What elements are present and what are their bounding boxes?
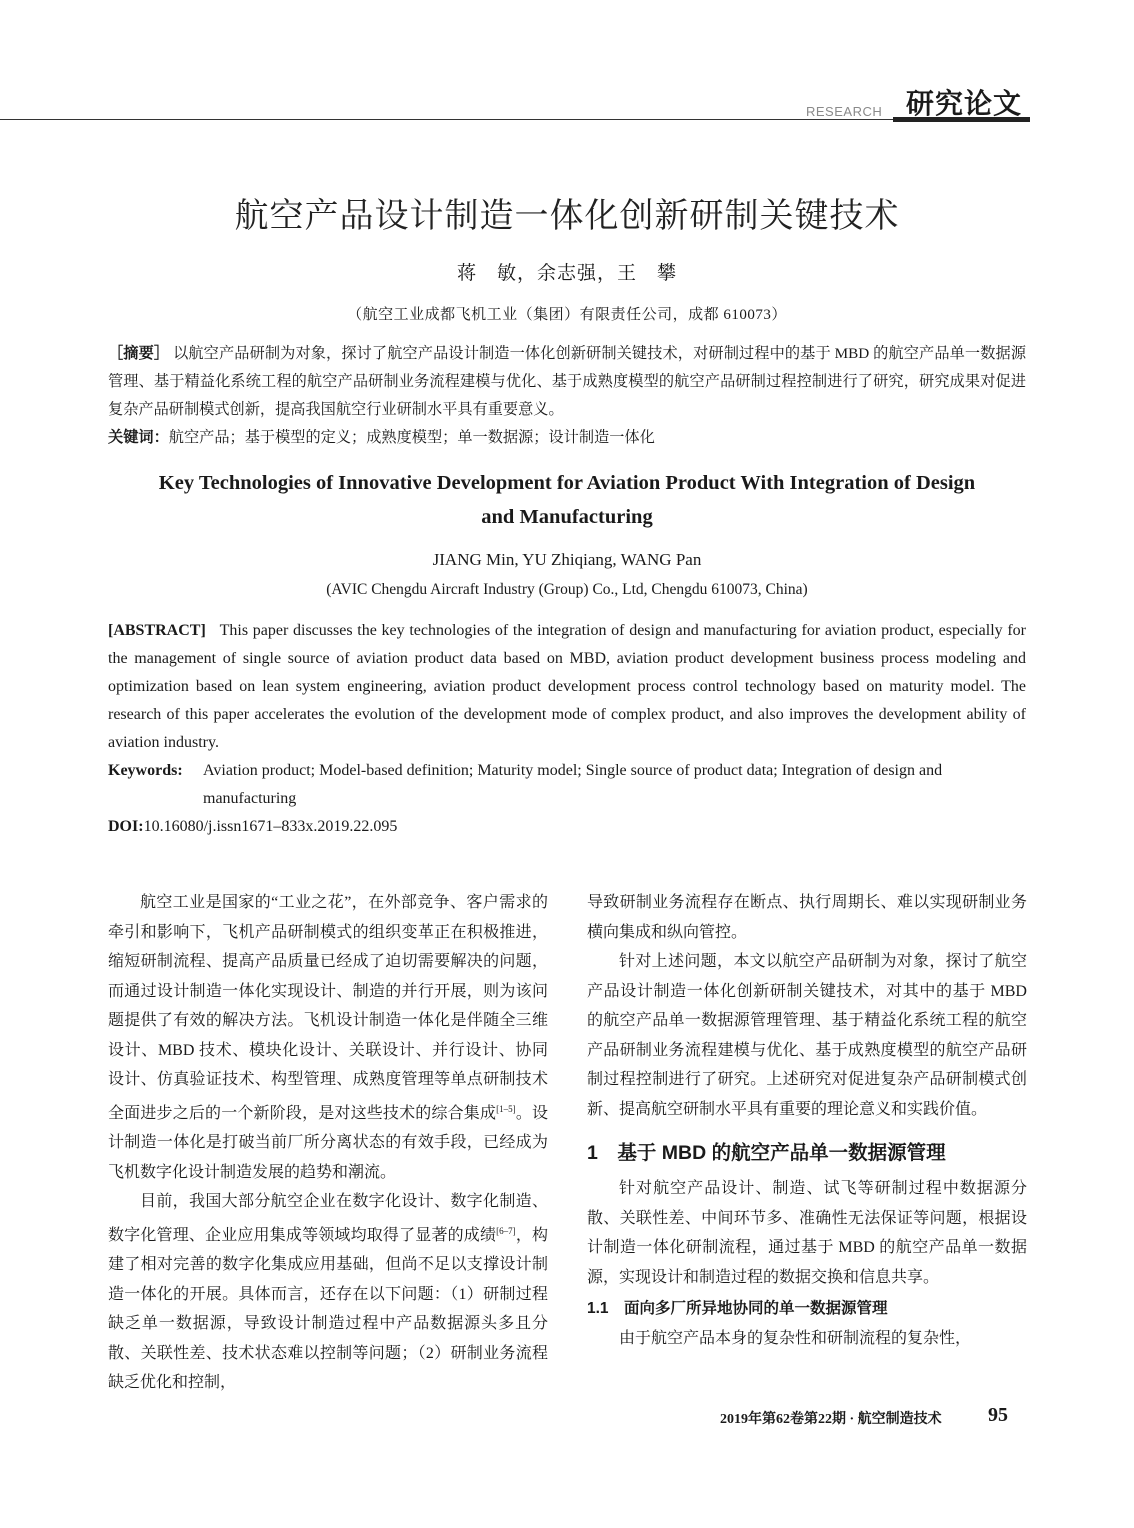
section-label-cn: 研究论文 xyxy=(906,89,1023,120)
affiliation-cn: （航空工业成都飞机工业（集团）有限责任公司，成都 610073） xyxy=(347,307,787,323)
keywords-cn-text: 航空产品；基于模型的定义；成熟度模型；单一数据源；设计制造一体化 xyxy=(168,429,655,446)
body-column-right xyxy=(587,888,1027,1354)
body-paragraph: 由于航空产品本身的复杂性和研制流程的复杂性， xyxy=(619,1330,972,1347)
keywords-cn-label: 关键词： xyxy=(108,429,169,446)
doi xyxy=(108,813,397,841)
abstract-en xyxy=(108,617,1026,757)
doi-value: 10.16080/j.issn1671–833x.2019.22.095 xyxy=(143,818,398,835)
body-paragraph: 针对上述问题，本文以航空产品研制为对象，探讨了航空产品设计制造一体化创新研制关键技术，对其中的基于 MBD 的航空产品单一数据源管理管理、基于精益化系统工程的航空产品研制业务流程建模与优化、基于成熟度模型的航空产品研制过程控制进行了研究。上述研究对促进复杂产品研制模式创新、提高航空研制水平具有重要的理论意义和实践价值。 xyxy=(587,953,1027,1118)
keywords-en xyxy=(108,757,1028,813)
body-paragraph: 导致研制业务流程存在断点、执行周期长、难以实现研制业务横向集成和纵向管控。 xyxy=(587,894,1027,941)
body-paragraph: 针对航空产品设计、制造、试飞等研制过程中数据源分散、关联性差、中间环节多、准确性无法保证等问题，根据设计制造一体化研制流程，通过基于 MBD 的航空产品单一数据源，实现设计和制造过程的数据交换和信息共享。 xyxy=(587,1180,1027,1286)
paper-title-cn: 航空产品设计制造一体化创新研制关键技术 xyxy=(234,197,900,235)
doi-label: DOI: xyxy=(108,818,144,835)
abstract-cn-label: ［摘要］ xyxy=(108,345,170,362)
keywords-en-text: Aviation product; Model-based definition; Maturity model; Single source of product data; Integration of design and manufacturing xyxy=(203,762,943,807)
authors-en: JIANG Min, YU Zhiqiang, WANG Pan xyxy=(432,550,702,569)
keywords-cn xyxy=(108,424,1026,452)
journal-footer: 2019年第62卷第22期 · 航空制造技术 xyxy=(720,1412,942,1427)
keywords-en-label: Keywords: xyxy=(108,762,183,779)
abstract-cn-text: 以航空产品研制为对象，探讨了航空产品设计制造一体化创新研制关键技术，对研制过程中的基于 MBD 的航空产品单一数据源管理、基于精益化系统工程的航空产品研制业务流程建模与优化、基于成熟度模型的航空产品研制过程控制进行了研究，研究成果对促进复杂产品研制模式创新，提高我国航空行业研制水平具有重要意义。 xyxy=(108,345,1027,418)
body-paragraph: 目前，我国大部分航空企业在数字化设计、数字化制造、数字化管理、企业应用集成等领域均取得了显著的成绩[6–7]，构建了相对完善的数字化集成应用基础，但尚不足以支撑设计制造一体化的开展。具体而言，还存在以下问题：（1）研制过程缺乏单一数据源，导致设计制造过程中产品数据源头多且分散、关联性差、技术状态难以控制等问题；（2）研制业务流程缺乏优化和控制， xyxy=(108,1193,548,1391)
header-rule xyxy=(0,119,1030,120)
citation: [6–7] xyxy=(496,1225,516,1236)
authors-cn: 蒋 敏，余志强，王 攀 xyxy=(456,263,677,284)
subsection-heading: 1.1 面向多厂所异地协同的单一数据源管理 xyxy=(587,1300,888,1317)
citation: [1–5] xyxy=(496,1103,516,1114)
abstract-en-label: [ABSTRACT] xyxy=(108,622,206,639)
paper-title-en: Key Technologies of Innovative Development for Aviation Product With Integration of Design and Manufacturing xyxy=(158,472,976,528)
abstract-en-text: This paper discusses the key technologies of the integration of design and manufacturing for aviation product, especially for the management of single source of aviation product data based on MBD, aviation product development business process modeling and optimization based on lean system engineering, aviation product development process control technology based on maturity model. The research of this paper accelerates the evolution of the development mode of complex product, and also improves the development ability of aviation industry. xyxy=(108,622,1026,751)
abstract-cn xyxy=(108,340,1026,424)
body-paragraph: 航空工业是国家的“工业之花”，在外部竞争、客户需求的牵引和影响下，飞机产品研制模式的组织变革正在积极推进，缩短研制流程、提高产品质量已经成了迫切需要解决的问题，而通过设计制造一体化实现设计、制造的并行开展，则为该问题提供了有效的解决方法。飞机设计制造一体化是伴随全三维设计、MBD 技术、模块化设计、关联设计、并行设计、协同设计、仿真验证技术、构型管理、成熟度管理等单点研制技术全面进步之后的一个新阶段，是对这些技术的综合集成[1–5]。设计制造一体化是打破当前厂所分离状态的有效手段，已经成为飞机数字化设计制造发展的趋势和潮流。 xyxy=(108,894,548,1181)
body-column-left xyxy=(108,888,548,1398)
section-heading: 1 基于 MBD 的航空产品单一数据源管理 xyxy=(587,1142,946,1164)
page-number: 95 xyxy=(988,1404,1008,1426)
affiliation-en: (AVIC Chengdu Aircraft Industry (Group) Co., Ltd, Chengdu 610073, China) xyxy=(326,581,808,598)
section-label-en: RESEARCH xyxy=(806,104,883,119)
